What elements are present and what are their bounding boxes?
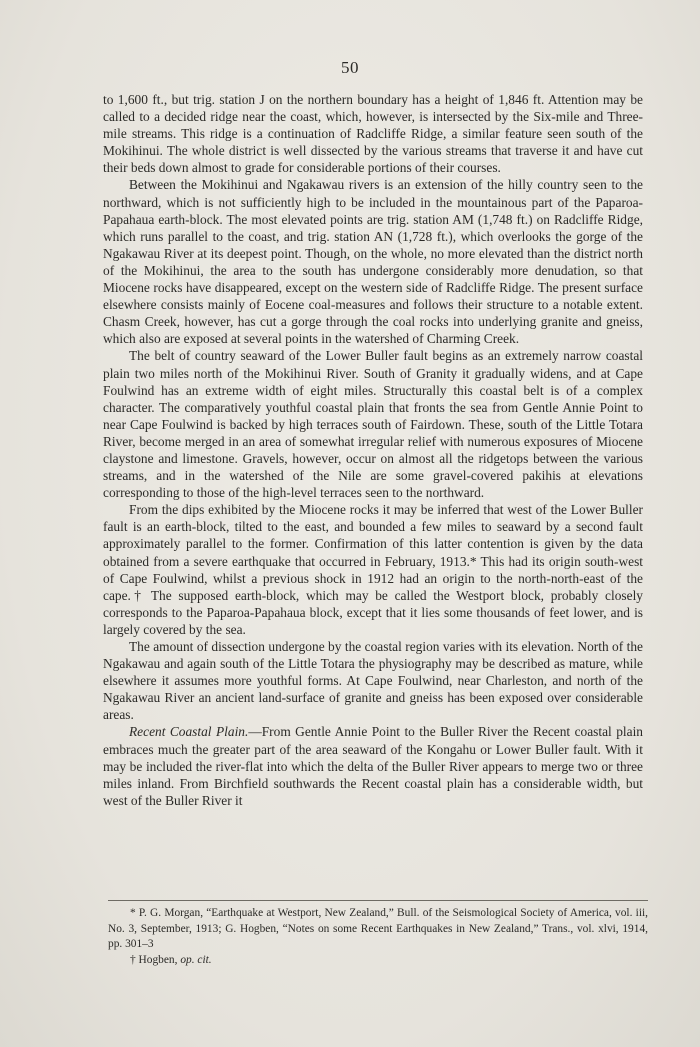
paragraph-2: Between the Mokihinui and Ngakawau rivers is an extension of the hilly country seen to the northward, which is not sufficiently high to be included in the mountainous part of the Paparoa-Papahaua earth-block. The most elevated points are trig. station AM (1,748 ft.) on Radcliffe Ridge, which runs parallel to the coast, and trig. station AN (1,728 ft.), which overlooks the gorge of the Ngakawau River at its deepest point. Though, on the whole, no more elevated than the district north of the Mokihinui, the area to the south has undergone considerably more denudation, so that Miocene rocks have disappeared, except on the western side of Radcliffe Ridge. The present surface elsewhere consists mainly of Eocene coal-measures and follows their structure to a notable extent. Chasm Creek, however, has cut a gorge through the coal rocks into underlying granite and gneiss, which also are exposed at several points in the watershed of Charming Creek. — [103, 177, 643, 347]
paragraph-6-text: —From Gentle Annie Point to the Buller River the Recent coastal plain embraces much the greater part of the area seaward of the Kongahu or Lower Buller fault. With it may be included the river-flat into which the delta of the Buller River appears to merge two or three miles inland. From Birchfield southwards the Recent coastal plain has a considerable width, but west of the Buller River it — [103, 724, 643, 808]
footnote-divider — [108, 900, 648, 901]
paragraph-6 — [103, 723, 643, 808]
section-heading-recent-coastal-plain: Recent Coastal Plain. — [129, 724, 249, 740]
footnote-2 — [108, 953, 648, 969]
footnotes — [108, 906, 648, 968]
footnote-2-italic: op. cit. — [180, 953, 212, 966]
footnote-1: * P. G. Morgan, “Earthquake at Westport, New Zealand,” Bull. of the Seismological Society of America, vol. iii, No. 3, September, 1913; G. Hogben, “Notes on some Recent Earthquakes in New Zealand,” Trans., vol. xlvi, 1914, pp. 301–3 — [108, 907, 648, 950]
paragraph-1: to 1,600 ft., but trig. station J on the northern boundary has a height of 1,846 ft. Attention may be called to a decided ridge near the coast, which, however, is intersected by the Six-mile and Three-mile streams. This ridge is a continuation of Radcliffe Ridge, a similar feature seen south of the Mokihinui. The whole district is well dissected by the various streams that traverse it and have cut their beds down almost to grade for considerable portions of their courses. — [103, 92, 643, 176]
paragraph-5: The amount of dissection undergone by the coastal region varies with its elevation. North of the Ngakawau and again south of the Little Totara the physiography may be described as mature, while elsewhere it assumes more youthful forms. At Cape Foulwind, near Charleston, and north of the Ngakawau River an ancient land-surface of granite and gneiss has been exposed over considerable areas. — [103, 639, 643, 723]
body-text — [103, 91, 643, 809]
paragraph-4: From the dips exhibited by the Miocene rocks it may be inferred that west of the Lower Buller fault is an earth-block, tilted to the east, and bounded a few miles to seaward by a second fault approximately parallel to the former. Confirmation of this latter contention is given by the data obtained from a severe earthquake that occurred in February, 1913.* This had its origin south-west of Cape Foulwind, whilst a previous shock in 1912 had an origin to the north-north-east of the cape.† The supposed earth-block, which may be called the Westport block, probably closely corresponds to the Paparoa-Papahaua block, except that it lies some thousands of feet lower, and is largely covered by the sea. — [103, 502, 643, 637]
footnote-2-text: † Hogben, — [130, 953, 181, 966]
paragraph-3: The belt of country seaward of the Lower Buller fault begins as an extremely narrow coastal plain two miles north of the Mokihinui River. South of Granity it gradually widens, and at Cape Foulwind has an extreme width of eight miles. Structurally this coastal belt is of a complex character. The comparatively youthful coastal plain that fronts the sea from Gentle Annie Point to near Cape Foulwind is backed by high terraces south of Fairdown. These, south of the Little Totara River, become merged in an area of somewhat irregular relief with numerous exposures of Miocene claystone and limestone. Gravels, however, occur on almost all the ridgetops between the various streams, and in the watershed of the Nile are some gravel-covered pakihis at elevations corresponding to those of the high-level terraces seen to the northward. — [103, 348, 643, 501]
page-number: 50 — [341, 58, 359, 77]
